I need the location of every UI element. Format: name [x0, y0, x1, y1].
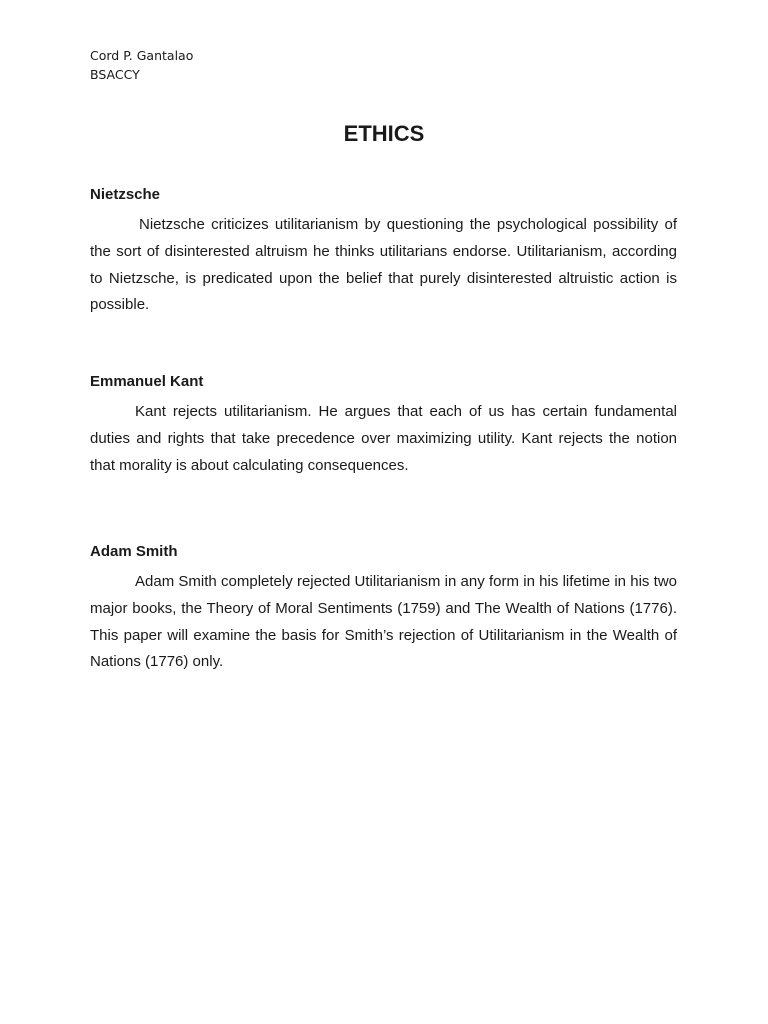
section-heading: Adam Smith — [90, 543, 178, 560]
section-adam-smith — [90, 542, 677, 676]
document-title: ETHICS — [343, 121, 425, 146]
author-course: BSACCY — [90, 67, 140, 82]
author-name: Cord P. Gantalao — [90, 48, 194, 63]
section-heading: Emmanuel Kant — [90, 373, 204, 390]
section-kant — [90, 372, 677, 479]
section-body: Kant rejects utilitarianism. He argues that each of us has certain fundamental duties and rights that take precedence over maximizing utility. Kant rejects the notion that morality is about calculating consequences. — [90, 403, 677, 474]
author-block — [90, 46, 193, 84]
section-body: Nietzsche criticizes utilitarianism by questioning the psychological possibility of the sort of disinterested altruism he thinks utilitarians endorse. Utilitarianism, according to Nietzsche, is predicated upon the belief that purely disinterested altruistic action is possible. — [90, 216, 677, 314]
section-nietzsche — [90, 185, 677, 319]
section-body: Adam Smith completely rejected Utilitarianism in any form in his lifetime in his two major books, the Theory of Moral Sentiments (1759) and The Wealth of Nations (1776). This paper will examine the basis for Smith’s rejection of Utilitarianism in the Wealth of Nations (1776) only. — [90, 573, 677, 671]
section-heading: Nietzsche — [90, 186, 161, 203]
